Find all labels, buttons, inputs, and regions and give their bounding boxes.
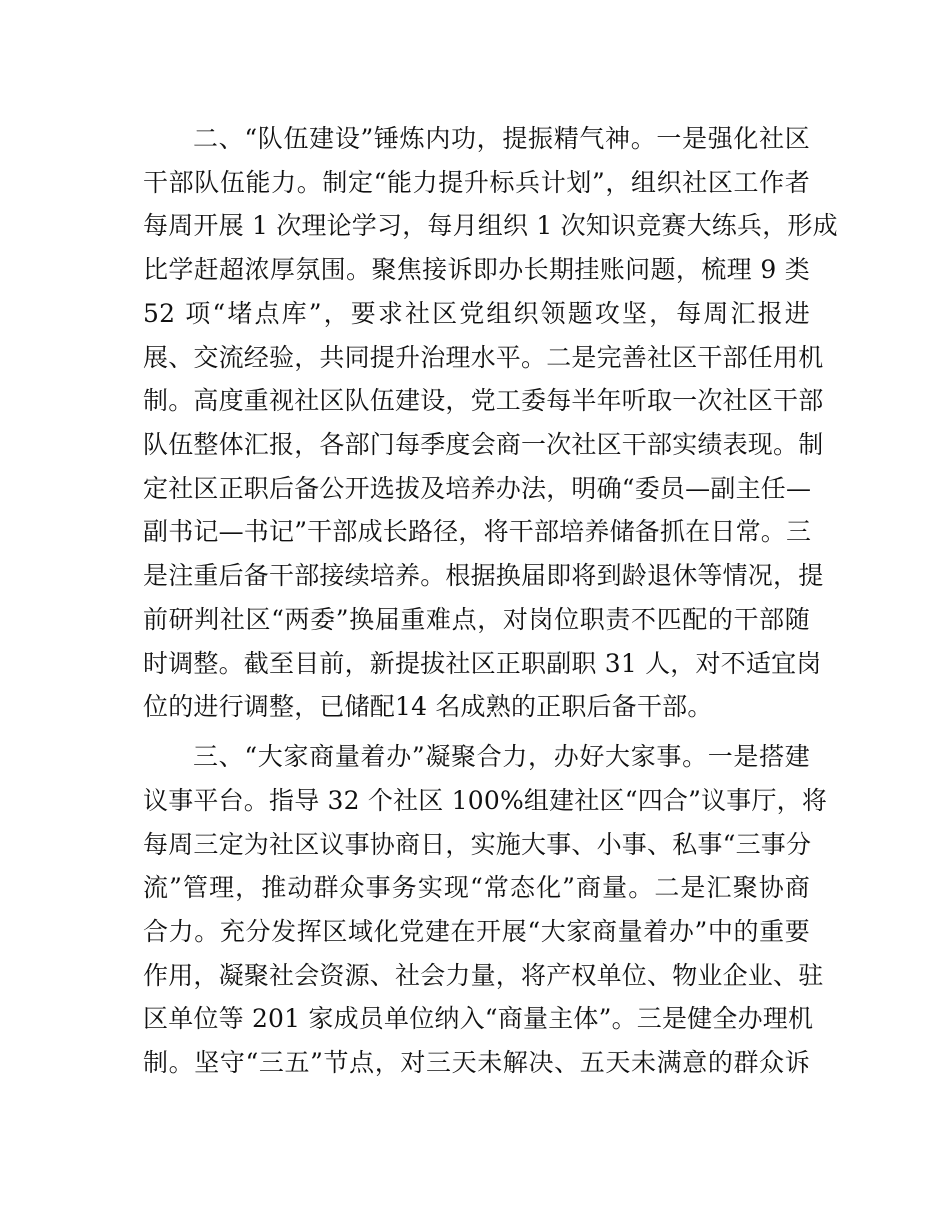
text-line: 流”管理，推动群众事务实现“常态化”商量。二是汇聚协商	[143, 873, 810, 902]
text-line: 二、“队伍建设”锤炼内功，提振精气神。一是强化社区	[193, 124, 810, 153]
text-line: 定社区正职后备公开选拔及培养办法，明确“委员—副主任—	[143, 474, 812, 503]
text-line: 三、“大家商量着办”凝聚合力，办好大家事。一是搭建	[193, 742, 810, 771]
text-line: 作用，凝聚社会资源、社会力量，将产权单位、物业企业、驻	[143, 961, 824, 990]
text-line: 每周三定为社区议事协商日，实施大事、小事、私事“三事分	[143, 830, 812, 859]
text-line: 副书记—书记”干部成长路径，将干部培养储备抓在日常。三	[143, 517, 812, 546]
text-line: 区单位等 201 家成员单位纳入“商量主体”。三是健全办理机	[143, 1004, 814, 1033]
text-line: 位的进行调整，已储配14 名成熟的正职后备干部。	[143, 692, 713, 721]
text-line: 前研判社区“两委”换届重难点，对岗位职责不匹配的干部随	[143, 605, 810, 634]
text-line: 合力。充分发挥区域化党建在开展“大家商量着办”中的重要	[143, 917, 810, 946]
text-line: 干部队伍能力。制定“能力提升标兵计划”，组织社区工作者	[143, 168, 810, 197]
text-line: 比学赶超浓厚氛围。聚焦接诉即办长期挂账问题，梳理 9 类	[143, 255, 810, 284]
text-line: 时调整。截至目前，新提拔社区正职副职 31 人，对不适宜岗	[143, 649, 822, 678]
text-line: 每周开展 1 次理论学习，每月组织 1 次知识竞赛大练兵，形成	[143, 211, 838, 240]
text-line: 52 项“堵点库”，要求社区党组织领题攻坚，每周汇报进	[143, 299, 810, 328]
text-line: 队伍整体汇报，各部门每季度会商一次社区干部实绩表现。制	[143, 430, 824, 459]
text-line: 展、交流经验，共同提升治理水平。二是完善社区干部任用机	[143, 343, 824, 372]
text-line: 是注重后备干部接续培养。根据换届即将到龄退休等情况，提	[143, 561, 824, 590]
text-line: 制。坚守“三五”节点，对三天未解决、五天未满意的群众诉	[143, 1048, 810, 1077]
text-line: 制。高度重视社区队伍建设，党工委每半年听取一次社区干部	[143, 386, 824, 415]
text-line: 议事平台。指导 32 个社区 100%组建社区“四合”议事厅，将	[143, 786, 828, 815]
